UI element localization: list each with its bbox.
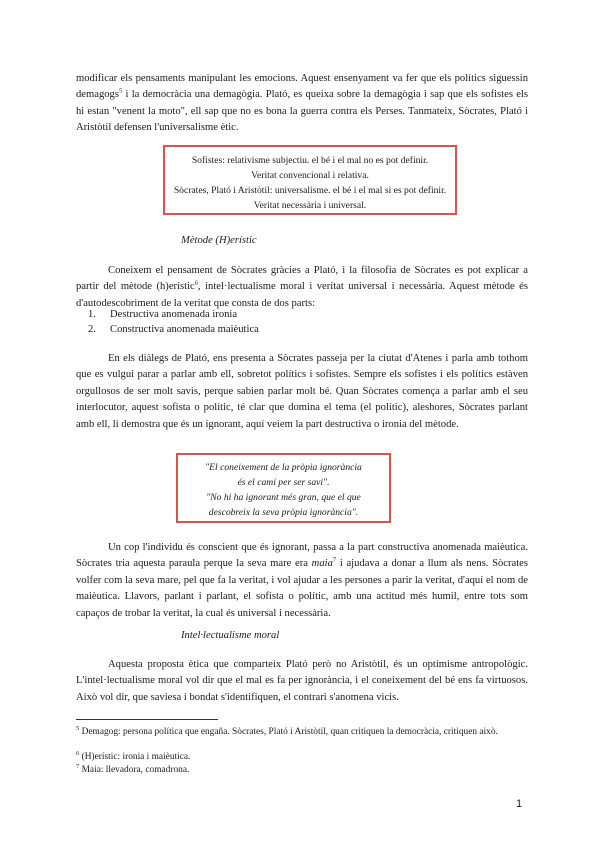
box-line: Veritat convencional i relativa.: [251, 170, 369, 181]
section-heading-metode: Mètode (H)erístic: [181, 235, 257, 246]
footnote-ref: 6: [194, 279, 198, 287]
summary-box: [163, 145, 457, 215]
quote-line: "El coneixement de la pròpia ignorància: [205, 462, 362, 473]
footnote-divider: [76, 719, 218, 720]
paragraph-dialegs: En els diàlegs de Plató, ens presenta a Sòcrates passeja per la ciutat d'Atenes i parla amb tothom que es vulgui parar a parlar amb ell, sobretot polítics i sofistes. Sempre els sofistes i els polítics estàven orgullosos de ser molt savis, perque sabien parlar molt bé. Quan Sòcrates comença a parlar amb el seu interlocutor, aquest sofista o polític, té clar que domina el tema (el polític), aleshores, Sòcrates parlant amb ell, li demostra que és un ignorant, aquí veiem la part destructiva o ironia del mètode.: [76, 353, 528, 430]
paragraph-metode: Coneixem el pensament de Sòcrates gràcies a Plató, i la filosofia de Sòcrates es pot explicar a partir del mètode (h)erístic$^6$, intel·lectualisme moral i veritat universal i necessària. Aquest mètode és d'autodescobriment de la veritat que consta de dos parts:: [76, 265, 529, 309]
paragraph-intellectualisme: Aquesta proposta ètica que comparteix Plató però no Aristòtil, és un optimisme antropològic. L'intel·lectualisme moral vol dir que el mal es fa per ignorància, i el coneixement del bé ens fa virtuosos. Això vol dir, que saviesa i bondat s'identifiquen, el contrari s'anomena vicis.: [76, 659, 528, 703]
page-number: 1: [516, 798, 523, 810]
box-line: Sòcrates, Plató i Aristòtil: universalisme. el bé i el mal si es pot definir.: [173, 185, 447, 196]
quote-box: [176, 453, 391, 523]
paragraph-sofistes: modificar els pensaments manipulant les emocions. Aquest ensenyament va fer que els polítics siguessin demagogs$^5$ i la democràcia una demagògia. Plató, es queixa sobre la demagògia i sap que els sofistes els hi estan "venent la moto", ell sap que no es bona la guerra contra els Perses. Tanmateix, Sòcrates, Plató i Aristòtil defensen l'universalisme ètic.: [76, 73, 528, 134]
footnote: $^6$ (H)erístic: ironia i maièutica.: [76, 749, 191, 762]
footnote-ref: 5: [118, 87, 123, 95]
list-item: 1. Destructiva anomenada ironia: [88, 309, 238, 320]
quote-line: "No hi ha ignorant més gran, que el que: [206, 492, 361, 503]
footnote: $^7$ Maia: llevadora, comadrona.: [76, 762, 190, 775]
box-line: Veritat necessària i universal.: [253, 200, 367, 211]
box-line: Sofistes: relativisme subjectiu. el bé i el mal no es pot definir.: [191, 155, 429, 166]
footnote-ref: 7: [332, 556, 337, 564]
section-heading-intellectualisme: Intel·lectualisme moral: [181, 630, 280, 641]
quote-line: descobreix la seva pròpia ignorància".: [208, 507, 359, 518]
quote-line: és el camí per ser savi".: [237, 477, 330, 488]
paragraph-maieutica: Un cop l'individu és conscient que és ignorant, passa a la part constructiva anomenada maièutica. Sòcrates tria aquesta paraula perque la seva mare era maia$^7$ i ajudava a donar a llum als nens. Sòcrates volfer com la seva mare, pel que fa la veritat, i vol ajudar a les persones a parir la veritat, d'aquí el nom de maièutica. Llavors, parlant i parlant, el sofista o polític, amb una actitud més humil, entre tots som capaços de trobar la veritat, la cual és universal i necessària.: [76, 542, 528, 619]
footnote: $^5$ Demagog: persona política que engaña. Sòcrates, Plató i Aristòtil, quan critiquen la democràcia, critiquen això.: [76, 724, 498, 737]
list-item: 2. Constructiva anomenada maièutica: [88, 324, 259, 335]
